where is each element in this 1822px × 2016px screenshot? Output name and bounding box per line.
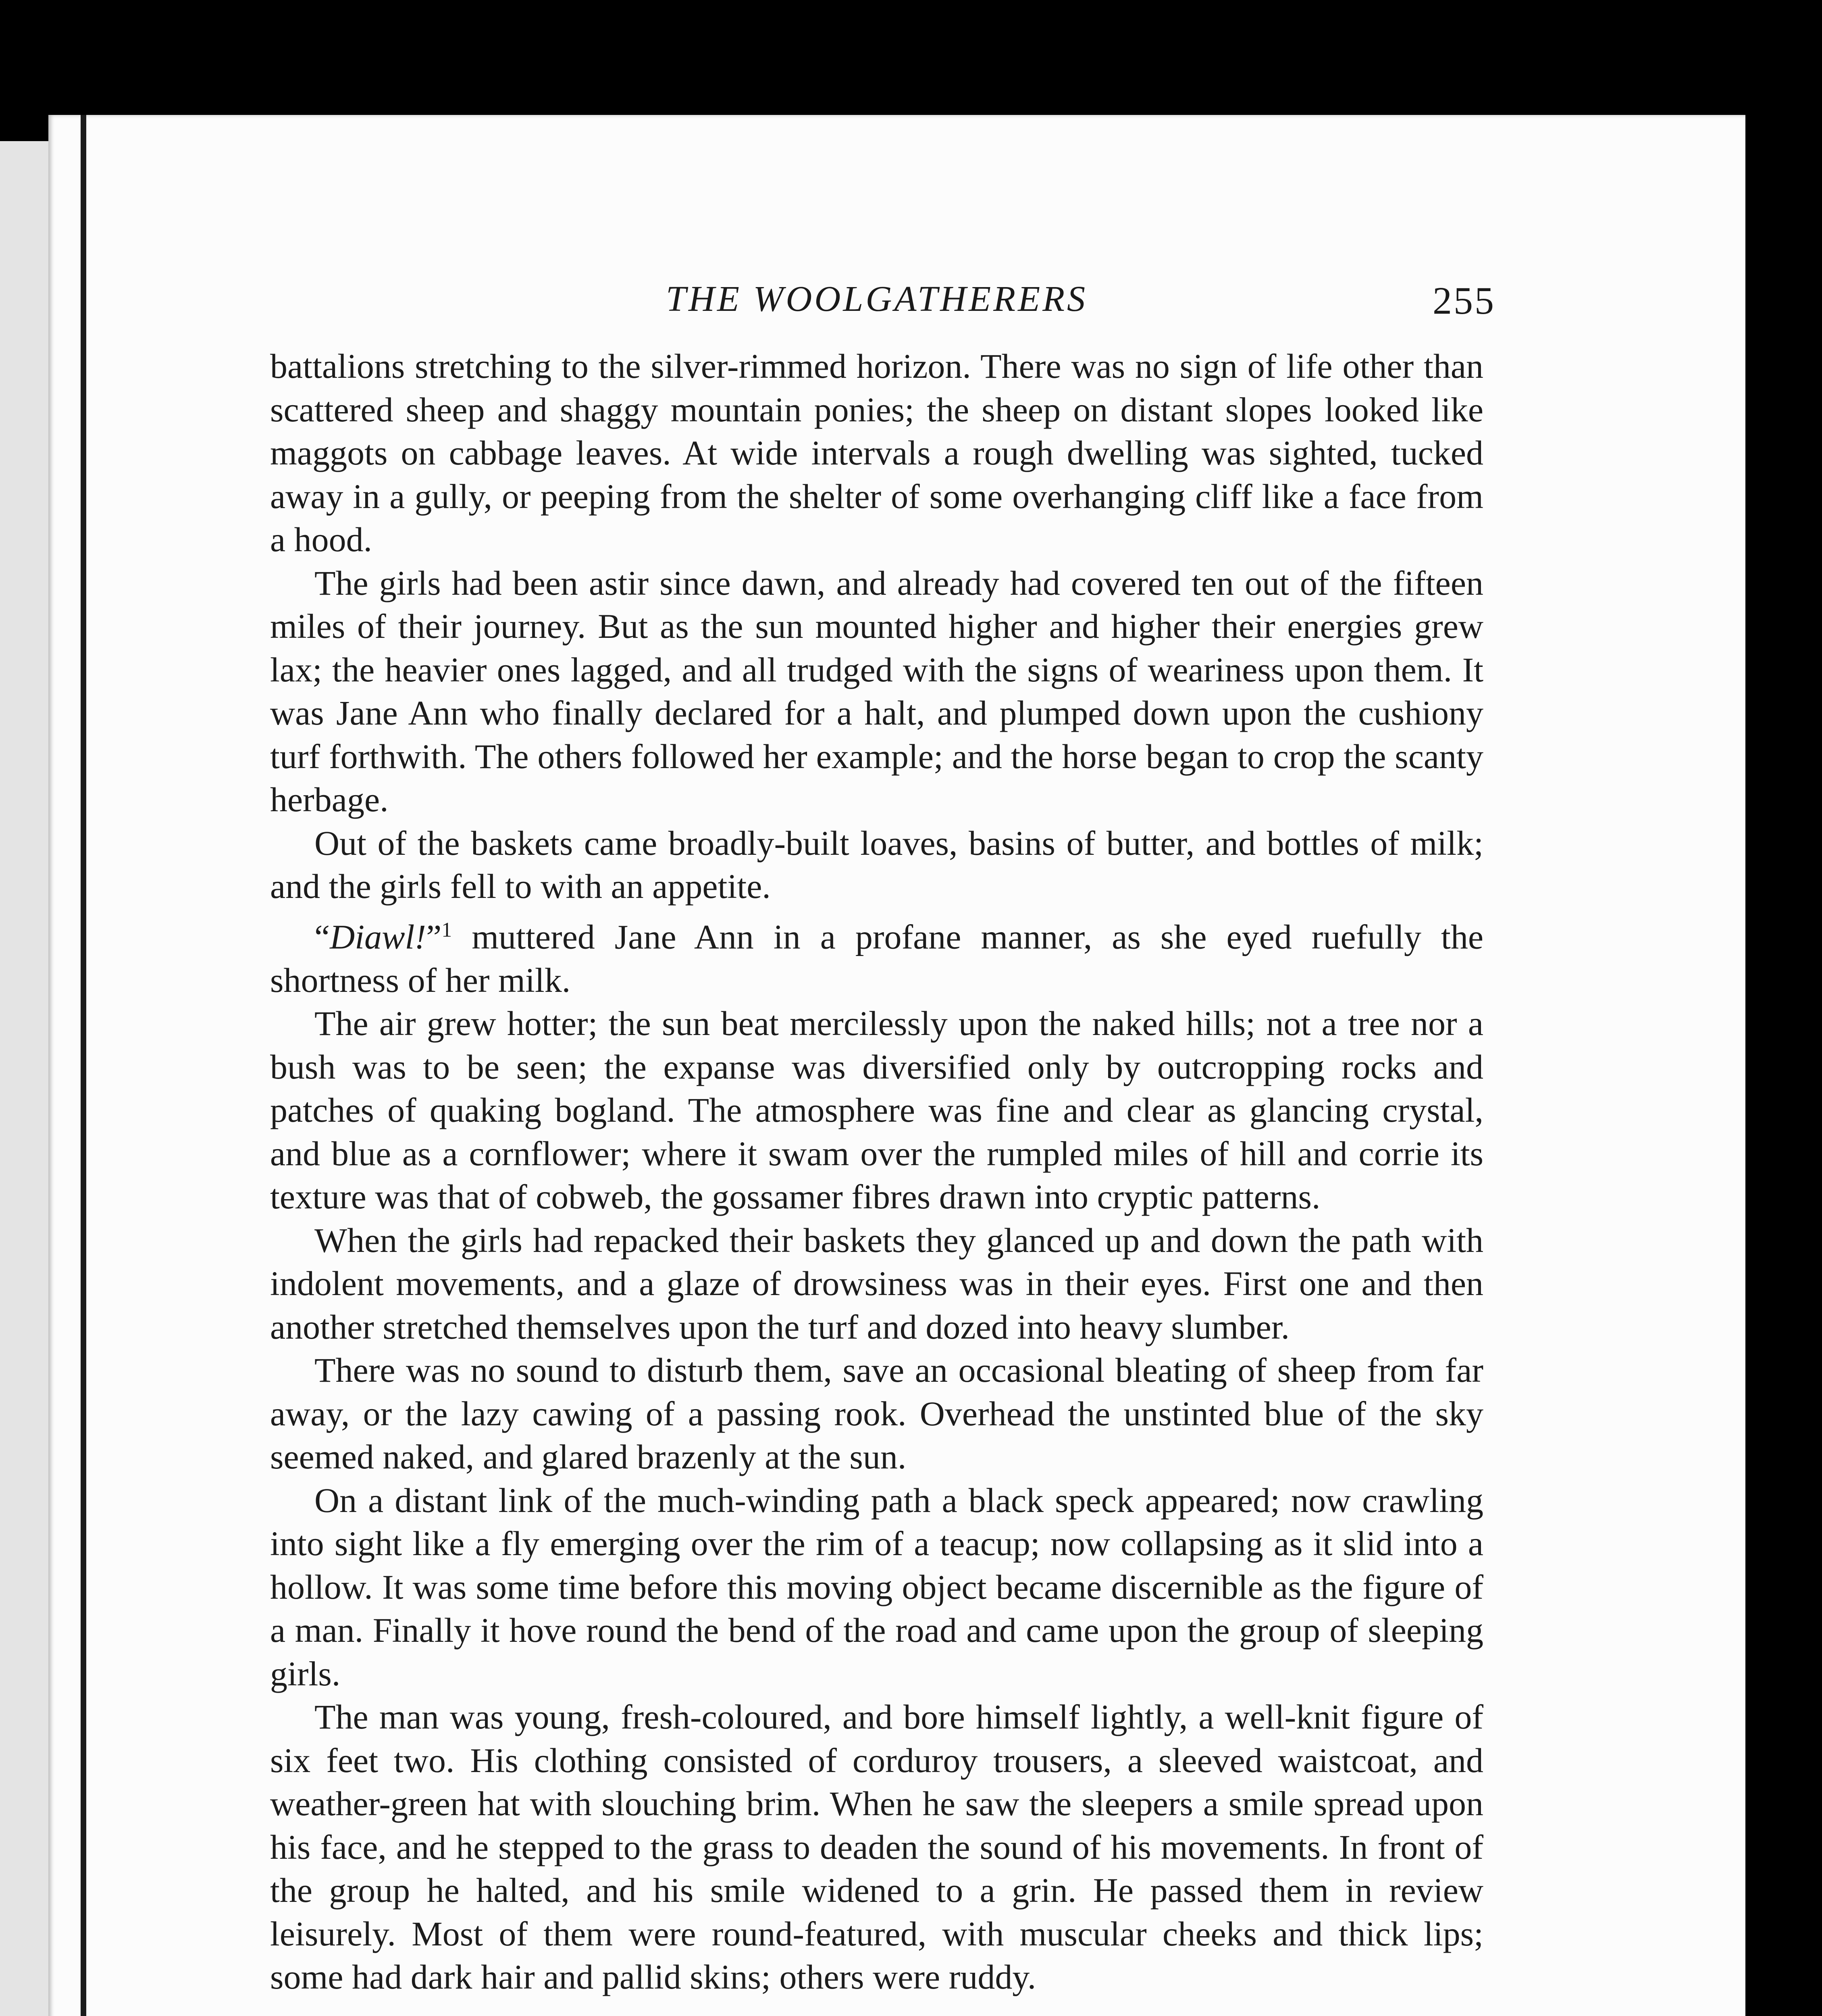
paragraph: Out of the baskets came broadly-built loaves, basins of butter, and bottles of milk; and the girls fell to with an appetite.	[270, 823, 1483, 906]
body-text	[270, 345, 1483, 1999]
quote-remainder: muttered Jane Ann in a profane manner, as she eyed ruefully the shortness of her milk.	[270, 917, 1483, 1000]
page-gutter	[81, 115, 86, 2016]
paragraph: The man was young, fresh-coloured, and bore himself lightly, a well-knit figure of six feet two. His clothing consisted of corduroy trousers, a sleeved waistcoat, and weather-green hat with slouching brim. When he saw the sleepers a smile spread upon his face, and he stepped to the grass to deaden the sound of his movements. In front of the group he halted, and his smile widened to a grin. He passed them in review leisurely. Most of them were round-featured, with muscular cheeks and thick lips; some had dark hair and pallid skins; others were ruddy.	[270, 1697, 1483, 1997]
page-number: 255	[1433, 279, 1495, 322]
open-quote: “	[314, 917, 330, 956]
footnote-reference: 1	[441, 918, 452, 941]
paragraph-quote	[270, 908, 1483, 1002]
page-header	[270, 278, 1495, 335]
paragraph: There was no sound to disturb them, save an occasional bleating of sheep from far away, or the lazy cawing of a passing rook. Overhead the unstinted blue of the sky seemed naked, and glared brazenly at the sun.	[270, 1351, 1483, 1477]
paragraph: battalions stretching to the silver-rimmed horizon. There was no sign of life other than scattered sheep and shaggy mountain ponies; the sheep on distant slopes looked like maggots on cabbage leaves. At wide intervals a rough dwelling was sighted, tucked away in a gully, or peeping from the shelter of some overhanging cliff like a face from a hood.	[270, 347, 1483, 559]
close-quote: ”	[426, 917, 442, 956]
quoted-word: Diawl!	[330, 917, 426, 956]
paragraph: On a distant link of the much-winding path a black speck appeared; now crawling into sight like a fly emerging over the rim of a teacup; now collapsing as it slid into a hollow. It was some time before this moving object became discernible as the figure of a man. Finally it hove round the bend of the road and came upon the group of sleeping girls.	[270, 1481, 1483, 1693]
paragraph: The girls had been astir since dawn, and already had covered ten out of the fifteen miles of their journey. But as the sun mounted higher and higher their energies grew lax; the heavier ones lagged, and all trudged with the signs of weariness upon them. It was Jane Ann who finally declared for a halt, and plumped down upon the cushiony turf forthwith. The others followed her example; and the horse began to crop the scanty herbage.	[270, 563, 1483, 819]
paragraph: The air grew hotter; the sun beat mercilessly upon the naked hills; not a tree nor a bush was to be seen; the expanse was diversified only by outcropping rocks and patches of quaking bogland. The atmosphere was fine and clear as glancing crystal, and blue as a cornflower; where it swam over the rumpled miles of hill and corrie its texture was that of cobweb, the gossamer fibres drawn into cryptic patterns.	[270, 1004, 1483, 1216]
paragraph: When the girls had repacked their baskets they glanced up and down the path with indolent movements, and a glaze of drowsiness was in their eyes. First one and then another stretched themselves upon the turf and dozed into heavy slumber.	[270, 1220, 1483, 1346]
running-title: THE WOOLGATHERERS	[666, 279, 1088, 319]
